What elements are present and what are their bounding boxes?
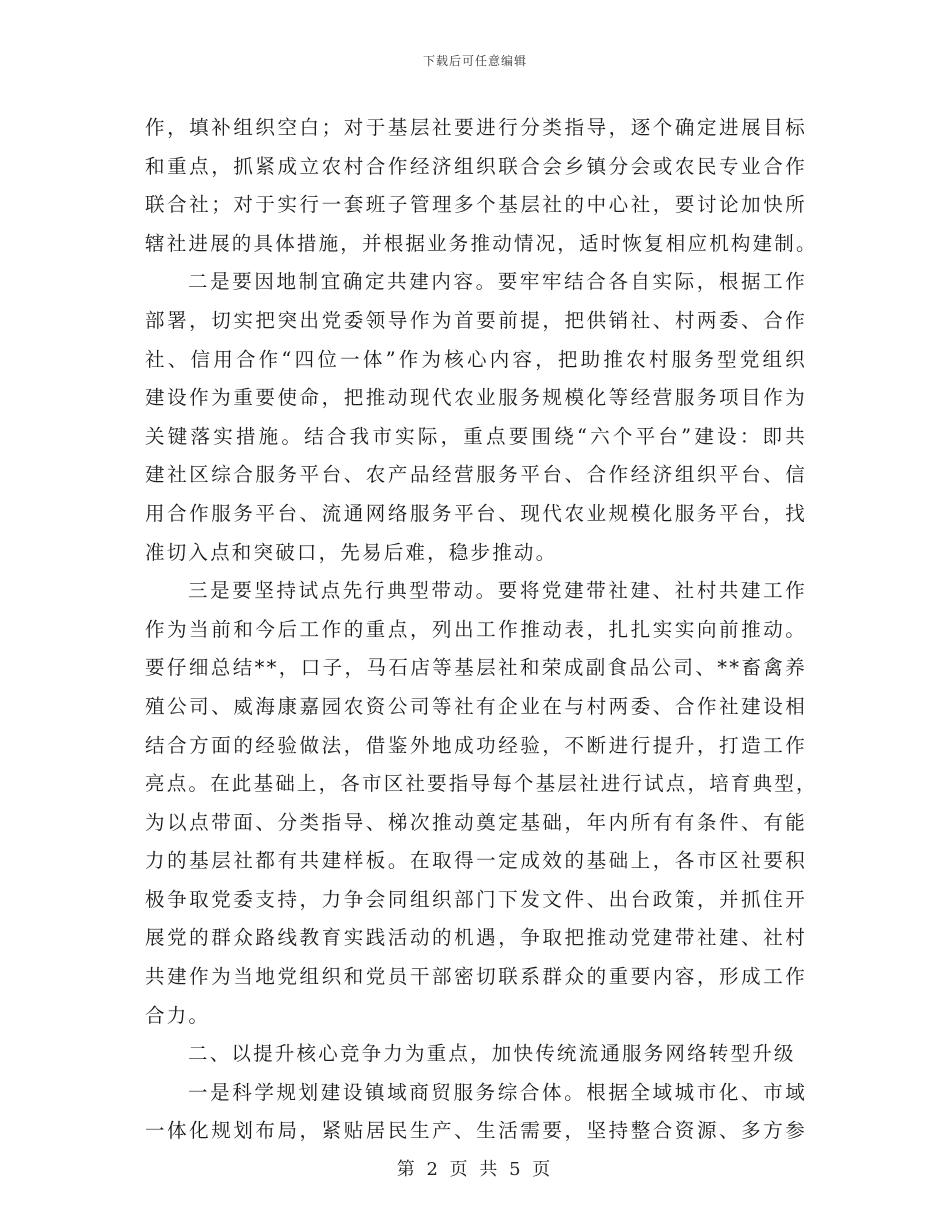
text-line: 二、以提升核心竞争力为重点，加快传统流通服务网络转型升级 bbox=[188, 1042, 796, 1066]
text-line: 关键落实措施。结合我市实际，重点要围绕“六个平台”建设：即共 bbox=[145, 424, 807, 448]
text-line: 社、信用合作“四位一体”作为核心内容，把助推农村服务型党组织 bbox=[145, 347, 807, 371]
text-line: 联合社；对于实行一套班子管理多个基层社的中心社，要讨论加快所 bbox=[145, 193, 807, 217]
text-line: 共建作为当地党组织和党员干部密切联系群众的重要内容，形成工作 bbox=[145, 965, 807, 989]
text-line: 建设作为重要使命，把推动现代农业服务规模化等经营服务项目作为 bbox=[145, 386, 807, 410]
footer-total-prefix: 共 bbox=[479, 1159, 501, 1180]
text-line: 用合作服务平台、流通网络服务平台、现代农业规模化服务平台，找 bbox=[145, 501, 807, 525]
text-line: 一体化规划布局，紧贴居民生产、生活需要，坚持整合资源、多方参 bbox=[145, 1119, 807, 1143]
text-line: 三是要坚持试点先行典型带动。要将党建带社建、社村共建工作 bbox=[188, 579, 807, 603]
footer-current-page: 2 bbox=[426, 1159, 441, 1180]
text-line: 建社区综合服务平台、农产品经营服务平台、合作经济组织平台、信 bbox=[145, 463, 807, 487]
footer-mid: 页 bbox=[449, 1159, 471, 1180]
text-line: 殖公司、威海康嘉园农资公司等社有企业在与村两委、合作社建设相 bbox=[145, 694, 807, 718]
text-line: 作为当前和今后工作的重点，列出工作推动表，扎扎实实向前推动。 bbox=[145, 617, 807, 641]
text-line: 要仔细总结**，口子，马石店等基层社和荣成副食品公司、**畜禽养 bbox=[145, 656, 807, 680]
text-line: 和重点，抓紧成立农村合作经济组织联合会乡镇分会或农民专业合作 bbox=[145, 154, 807, 178]
footer-prefix: 第 bbox=[396, 1159, 418, 1180]
footer-suffix: 页 bbox=[532, 1159, 554, 1180]
text-line: 一是科学规划建设镇域商贸服务综合体。根据全域城市化、市域 bbox=[188, 1080, 807, 1104]
footer-total-pages: 5 bbox=[509, 1159, 524, 1180]
text-line: 力的基层社都有共建样板。在取得一定成效的基础上，各市区社要积 bbox=[145, 849, 807, 873]
page-footer bbox=[0, 1155, 950, 1181]
text-line: 亮点。在此基础上，各市区社要指导每个基层社进行试点，培育典型， bbox=[145, 772, 818, 796]
text-line: 作，填补组织空白；对于基层社要进行分类指导，逐个确定进展目标 bbox=[145, 116, 807, 139]
text-line: 二是要因地制宜确定共建内容。要牢牢结合各自实际，根据工作 bbox=[188, 270, 807, 294]
header-note: 下载后可任意编辑 bbox=[422, 54, 527, 68]
text-line: 展党的群众路线教育实践活动的机遇，争取把推动党建带社建、社村 bbox=[145, 926, 807, 950]
text-line: 结合方面的经验做法，借鉴外地成功经验，不断进行提升，打造工作 bbox=[145, 733, 807, 757]
text-line: 辖社进展的具体措施，并根据业务推动情况，适时恢复相应机构建制。 bbox=[145, 231, 818, 255]
text-line: 部署，切实把突出党委领导作为首要前提，把供销社、村两委、合作 bbox=[145, 308, 807, 332]
body-text bbox=[145, 109, 818, 1151]
text-line: 合力。 bbox=[145, 1003, 211, 1027]
text-line: 为以点带面、分类指导、梯次推动奠定基础，年内所有有条件、有能 bbox=[145, 810, 807, 834]
text-line: 极争取党委支持，力争会同组织部门下发文件、出台政策，并抓住开 bbox=[145, 887, 807, 911]
text-line: 准切入点和突破口，先易后难，稳步推动。 bbox=[145, 540, 558, 564]
